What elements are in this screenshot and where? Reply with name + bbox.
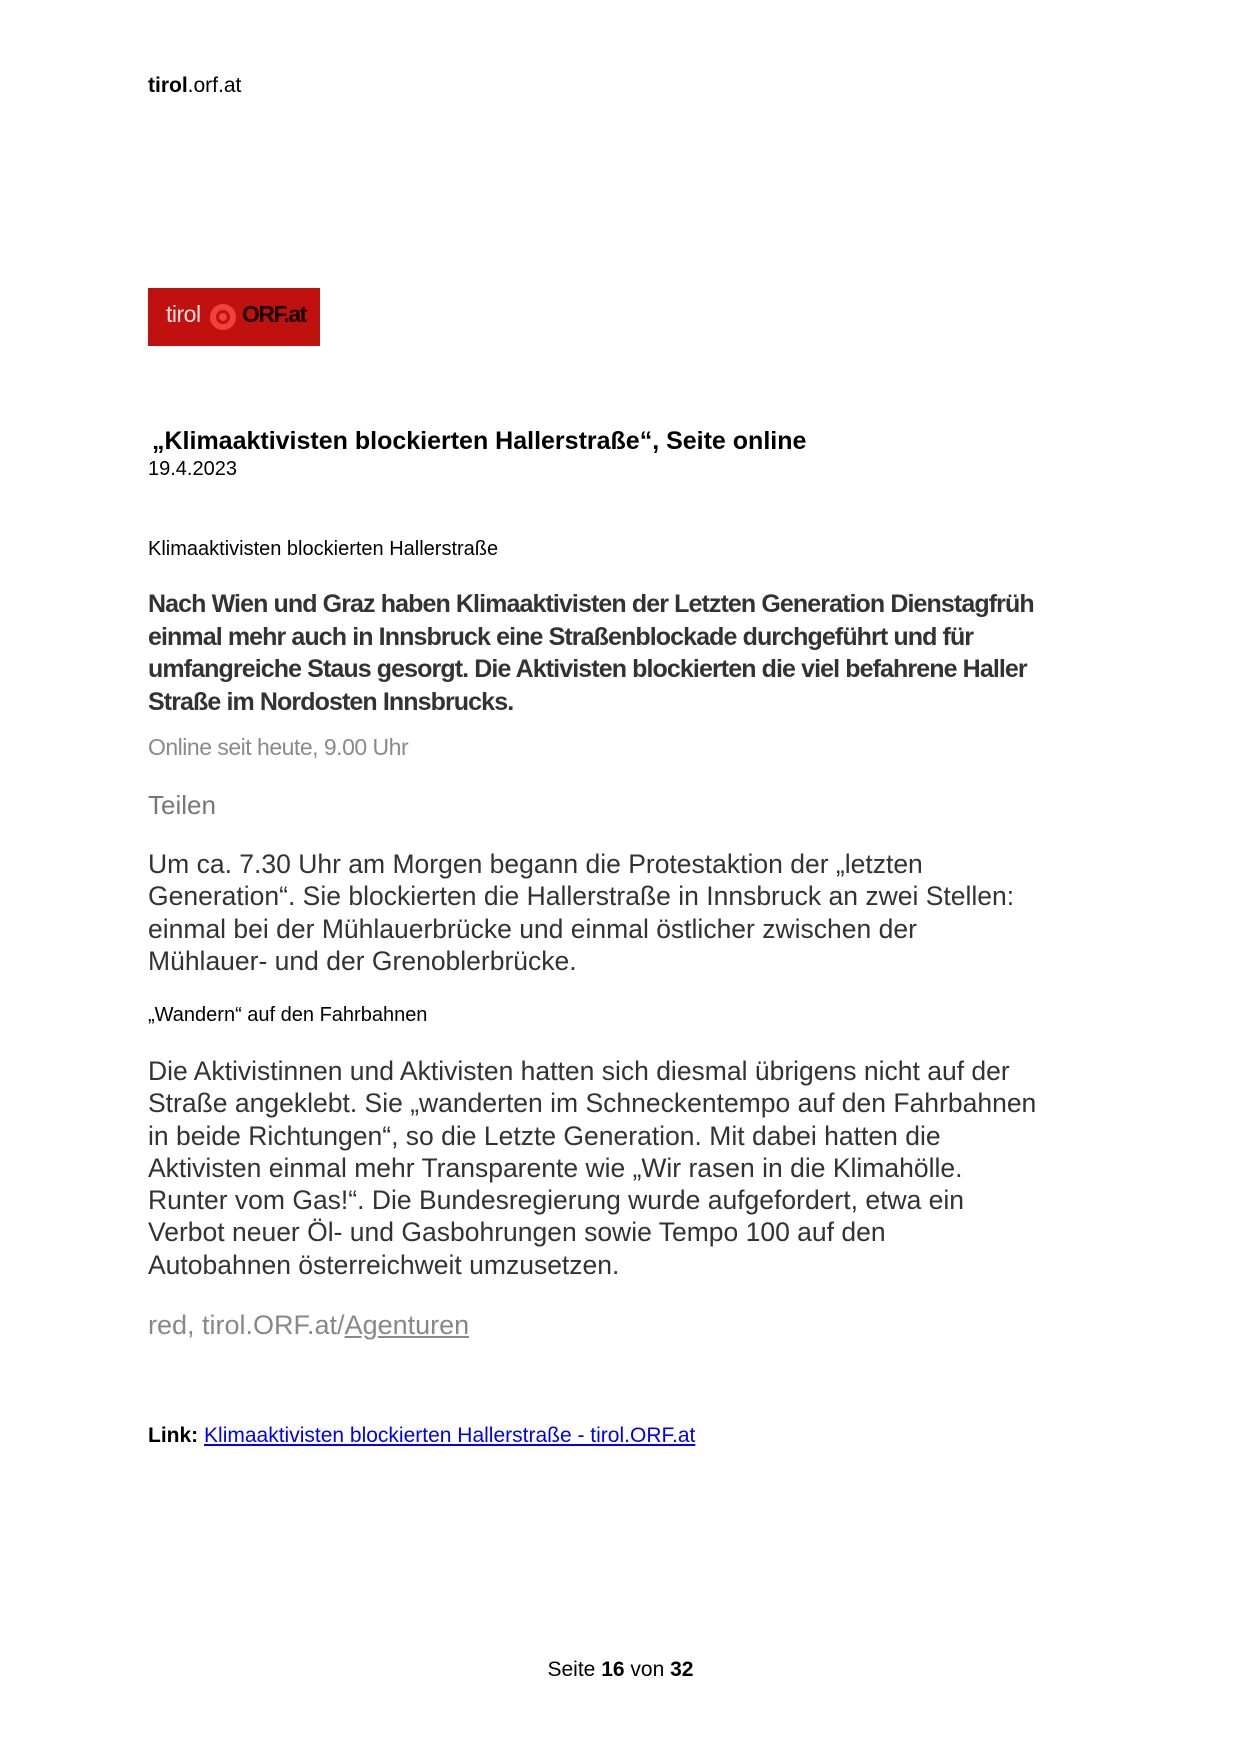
text-line: Verbot neuer Öl- und Gasbohrungen sowie Tempo 100 auf den (148, 1217, 886, 1248)
link-label: Link: (148, 1424, 199, 1447)
total-pages: 32 (670, 1658, 694, 1681)
document-title: „Klimaaktivisten blockierten Hallerstraße“, Seite online (152, 427, 807, 455)
site-name-bold: tirol (148, 74, 188, 97)
text-line: einmal bei der Mühlauerbrücke und einmal östlicher zwischen der (148, 913, 917, 944)
text-line: Runter vom Gas!“. Die Bundesregierung wurde aufgefordert, etwa ein (148, 1185, 965, 1216)
text-line: Generation“. Sie blockierten die Hallerstraße in Innsbruck an zwei Stellen: (148, 881, 1015, 912)
site-header (148, 74, 241, 98)
footer-von: von (630, 1658, 665, 1681)
text-line: Um ca. 7.30 Uhr am Morgen begann die Protestaktion der „letzten (148, 849, 923, 879)
article-lead (148, 588, 1034, 718)
orf-ring-icon (210, 304, 236, 330)
lead-line: umfangreiche Staus gesorgt. Die Aktivisten blockierten die viel befahrene Haller (148, 655, 1027, 683)
article-headline: Klimaaktivisten blockierten Hallerstraße (148, 538, 499, 560)
footer-prefix: Seite (547, 1658, 596, 1681)
text-line: in beide Richtungen“, so die Letzte Generation. Mit dabei hatten die (148, 1120, 941, 1151)
text-line: Die Aktivistinnen und Aktivisten hatten sich diesmal übrigens nicht auf der (148, 1056, 1010, 1086)
tirol-orf-logo (148, 288, 320, 346)
document-date: 19.4.2023 (148, 458, 237, 480)
source-link-agenturen[interactable]: Agenturen (344, 1310, 470, 1340)
lead-line: Straße im Nordosten Innsbrucks. (148, 687, 514, 716)
lead-line: Nach Wien und Graz haben Klimaaktivisten der Letzten Generation Dienstagfrüh (148, 590, 1034, 618)
site-name-rest: .orf.at (187, 74, 242, 97)
subheading: „Wandern“ auf den Fahrbahnen (148, 1004, 428, 1026)
logo-text-orf: ORF.at (242, 301, 306, 327)
article-link[interactable]: Klimaaktivisten blockierten Hallerstraße - tirol.ORF.at (204, 1424, 696, 1447)
current-page: 16 (601, 1658, 625, 1681)
share-label: Teilen (148, 790, 216, 820)
source-prefix: red, tirol.ORF.at/ (148, 1310, 345, 1340)
page-footer (0, 1658, 1241, 1682)
text-line: Mühlauer- und der Grenoblerbrücke. (148, 945, 577, 976)
text-line: Autobahnen österreichweit umzusetzen. (148, 1249, 620, 1280)
paragraph-2 (148, 1055, 1036, 1281)
paragraph-1 (148, 848, 1014, 977)
link-line (148, 1424, 695, 1448)
online-since: Online seit heute, 9.00 Uhr (148, 734, 409, 760)
text-line: Aktivisten einmal mehr Transparente wie „Wir rasen in die Klimahölle. (148, 1152, 963, 1183)
logo-text-tirol: tirol (166, 301, 201, 327)
lead-line: einmal mehr auch in Innsbruck eine Straßenblockade durchgeführt und für (148, 622, 974, 651)
text-line: Straße angeklebt. Sie „wanderten im Schneckentempo auf den Fahrbahnen (148, 1088, 1037, 1119)
source-credit (148, 1310, 469, 1341)
